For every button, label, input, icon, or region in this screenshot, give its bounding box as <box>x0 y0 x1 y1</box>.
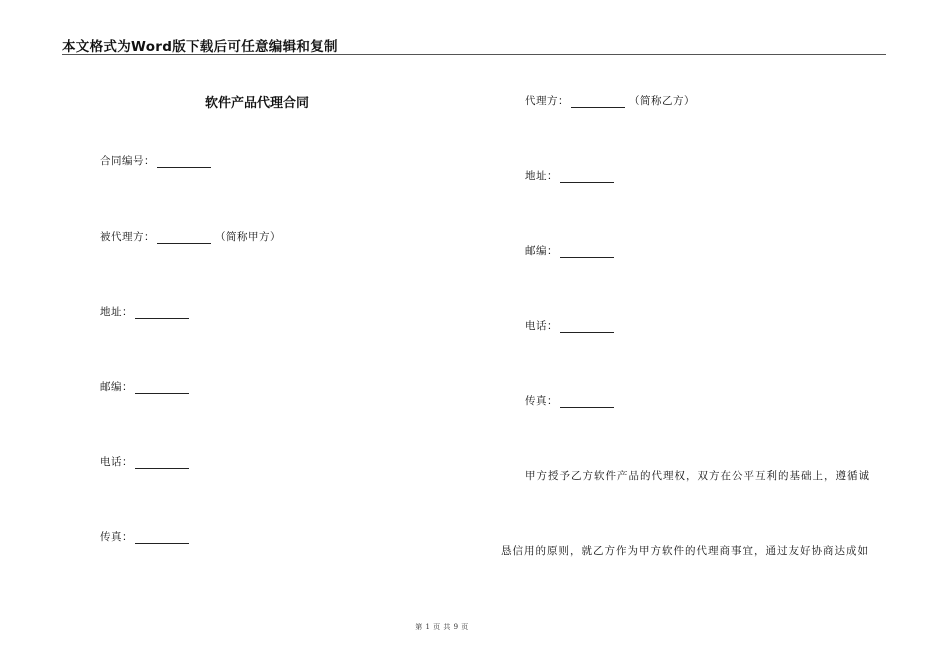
blank-line <box>135 532 189 544</box>
principal-party-field <box>100 229 281 244</box>
blank-line <box>135 307 189 319</box>
header-text: 本文格式为Word版下载后可任意编辑和复制 <box>62 39 338 55</box>
field-suffix: （简称甲方） <box>215 231 281 243</box>
agent-postcode-field <box>525 243 614 258</box>
contract-number-field <box>100 153 211 168</box>
blank-line <box>560 321 614 333</box>
field-label: 合同编号： <box>100 155 155 167</box>
blank-line <box>157 232 211 244</box>
field-label: 传真： <box>100 531 133 543</box>
agent-address-field <box>525 168 614 183</box>
field-suffix: （简称乙方） <box>629 95 695 107</box>
page-header <box>62 34 886 55</box>
blank-line <box>157 156 211 168</box>
agent-party-field <box>525 93 695 108</box>
blank-line <box>560 246 614 258</box>
field-label: 邮编： <box>525 245 558 257</box>
principal-address-field <box>100 304 189 319</box>
blank-line <box>560 171 614 183</box>
body-paragraph-line-1: 甲方授予乙方软件产品的代理权，双方在公平互利的基础上，遵循诚 <box>525 470 870 482</box>
field-label: 电话： <box>100 456 133 468</box>
field-label: 地址： <box>100 306 133 318</box>
agent-phone-field <box>525 318 614 333</box>
principal-fax-field <box>100 529 189 544</box>
body-paragraph-line-2: 恳信用的原则，就乙方作为甲方软件的代理商事宜，通过友好协商达成如 <box>501 545 869 557</box>
blank-line <box>560 396 614 408</box>
field-label: 邮编： <box>100 381 133 393</box>
field-label: 地址： <box>525 170 558 182</box>
principal-phone-field <box>100 454 189 469</box>
field-label: 代理方： <box>525 95 569 107</box>
page-footer: 第 1 页 共 9 页 <box>415 623 469 631</box>
document-title: 软件产品代理合同 <box>205 96 310 111</box>
field-label: 传真： <box>525 395 558 407</box>
blank-line <box>135 457 189 469</box>
blank-line <box>571 96 625 108</box>
field-label: 电话： <box>525 320 558 332</box>
principal-postcode-field <box>100 379 189 394</box>
blank-line <box>135 382 189 394</box>
field-label: 被代理方： <box>100 231 155 243</box>
agent-fax-field <box>525 393 614 408</box>
